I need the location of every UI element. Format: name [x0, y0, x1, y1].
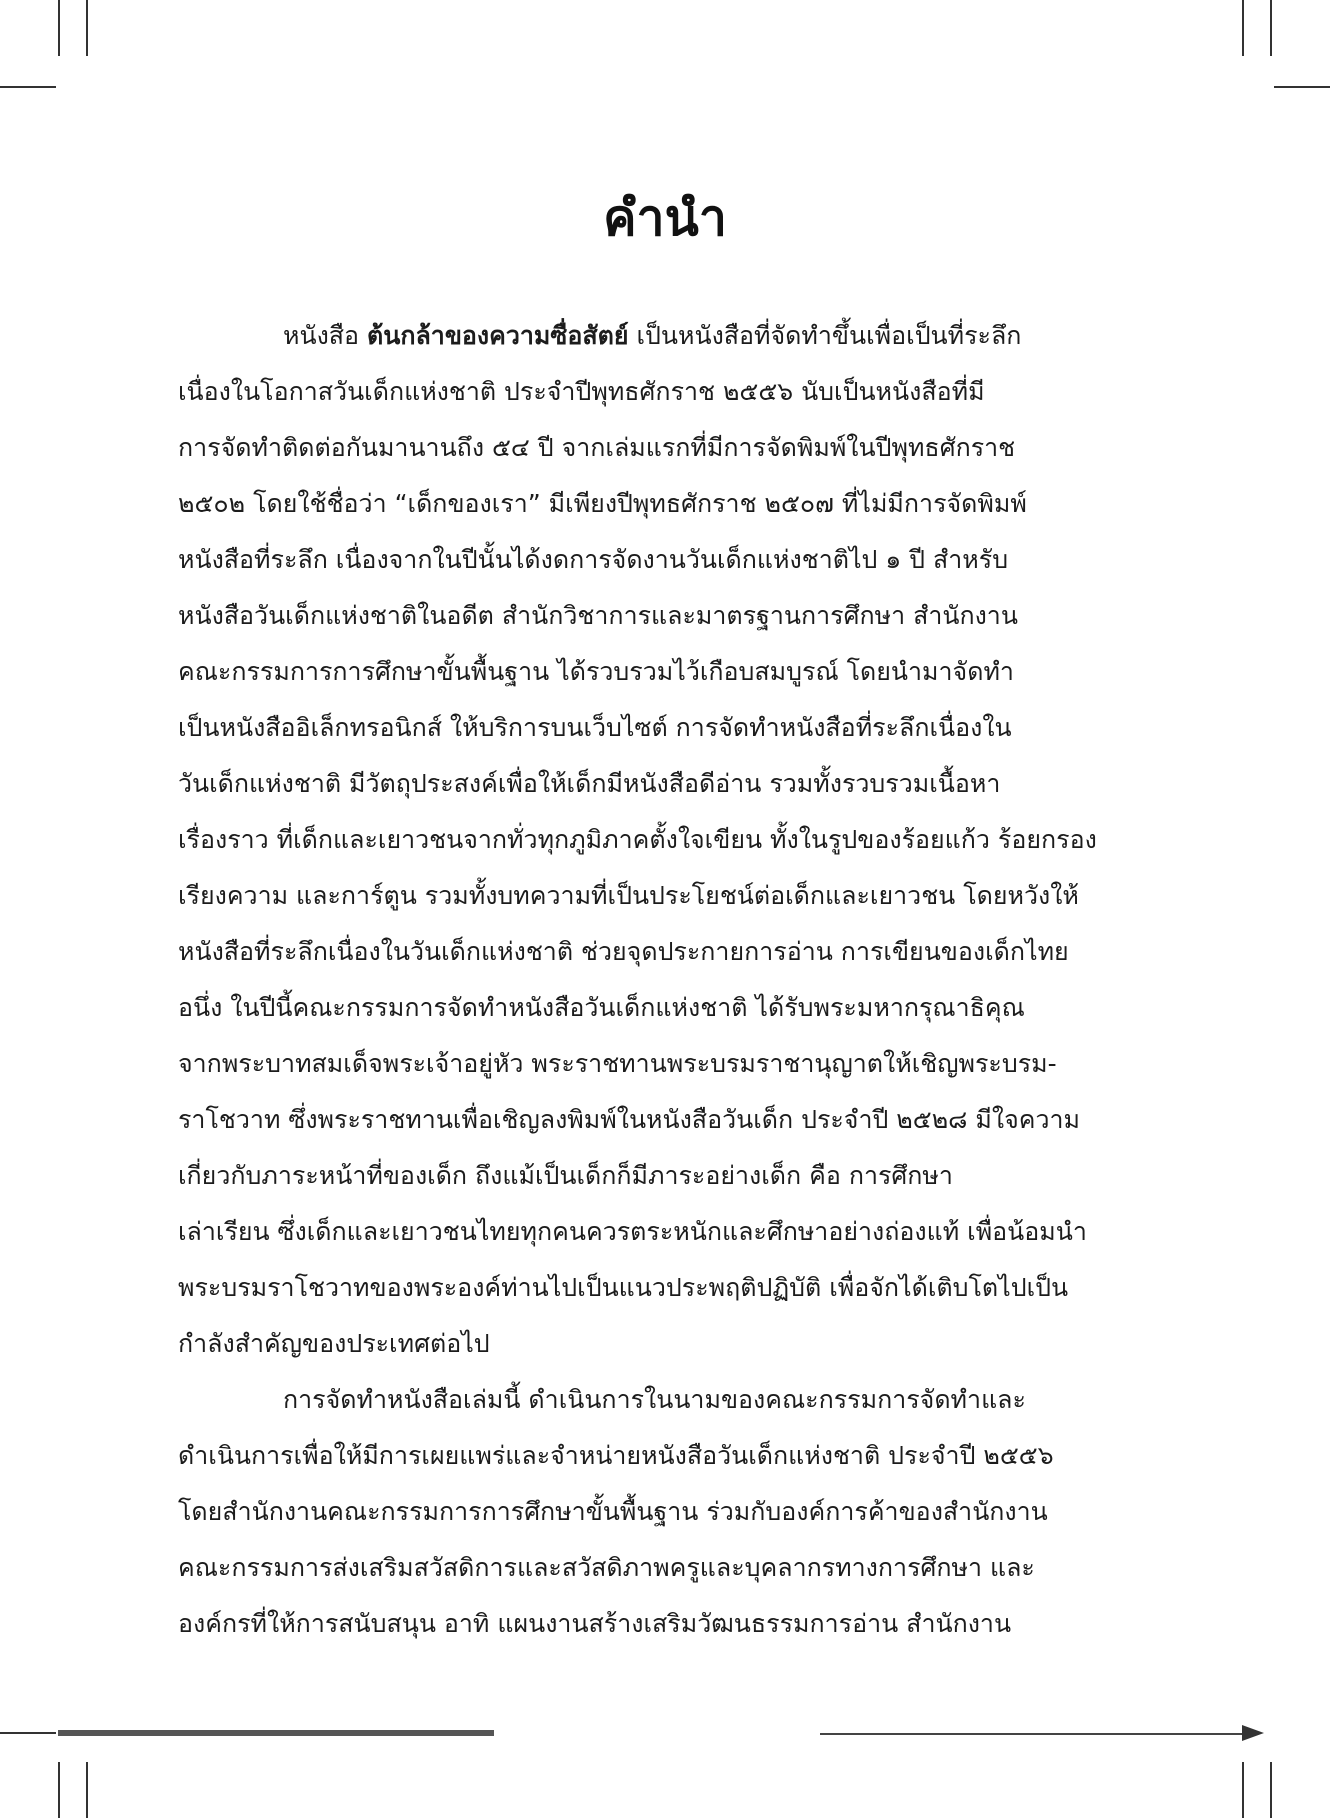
paragraph-2-first-line: การจัดทำหนังสือเล่มนี้ ดำเนินการในนามของคณะกรรมการจัดทำและ — [283, 1385, 1026, 1414]
crop-mark — [58, 1762, 60, 1818]
text-line: กำลังสำคัญของประเทศต่อไป — [178, 1329, 490, 1358]
text-line: พระบรมราโชวาทของพระองค์ท่านไปเป็นแนวประพฤติปฏิบัติ เพื่อจักได้เติบโตไปเป็น — [178, 1273, 1069, 1302]
body-text — [178, 308, 1153, 1652]
text-line: หนังสือที่ระลึกเนื่องในวันเด็กแห่งชาติ ช่วยจุดประกายการอ่าน การเขียนของเด็กไทย — [178, 937, 1069, 966]
text-line: เล่าเรียน ซึ่งเด็กและเยาวชนไทยทุกคนควรตระหนักและศึกษาอย่างถ่องแท้ เพื่อน้อมนำ — [178, 1217, 1087, 1246]
footer-rule-left — [58, 1730, 494, 1736]
text-line: หนังสือวันเด็กแห่งชาติในอดีต สำนักวิชาการและมาตรฐานการศึกษา สำนักงาน — [178, 601, 1018, 630]
crop-mark — [86, 1762, 88, 1818]
text-line: เป็นหนังสืออิเล็กทรอนิกส์ ให้บริการบนเว็บไซต์ การจัดทำหนังสือที่ระลึกเนื่องใน — [178, 713, 1012, 742]
text-line: การจัดทำติดต่อกันมานานถึง ๕๔ ปี จากเล่มแรกที่มีการจัดพิมพ์ในปีพุทธศักราช — [178, 433, 1016, 462]
crop-mark — [86, 0, 88, 56]
text-line: เกี่ยวกับภาระหน้าที่ของเด็ก ถึงแม้เป็นเด็กก็มีภาระอย่างเด็ก คือ การศึกษา — [178, 1161, 953, 1190]
text-line: เนื่องในโอกาสวันเด็กแห่งชาติ ประจำปีพุทธศักราช ๒๕๕๖ นับเป็นหนังสือที่มี — [178, 377, 985, 406]
text-line: อนึ่ง ในปีนี้คณะกรรมการจัดทำหนังสือวันเด็กแห่งชาติ ได้รับพระมหากรุณาธิคุณ — [178, 993, 1025, 1022]
text-suffix: เป็นหนังสือที่จัดทำขึ้นเพื่อเป็นที่ระลึก — [628, 321, 1022, 350]
text-line: คณะกรรมการส่งเสริมสวัสดิการและสวัสดิภาพครูและบุคลากรทางการศึกษา และ — [178, 1553, 1035, 1582]
text-line: องค์กรที่ให้การสนับสนุน อาทิ แผนงานสร้างเสริมวัฒนธรรมการอ่าน สำนักงาน — [178, 1609, 1012, 1638]
crop-mark — [1242, 1762, 1244, 1818]
footer-rule-right — [820, 1733, 1250, 1735]
crop-mark — [0, 86, 56, 88]
text-line: หนังสือที่ระลึก เนื่องจากในปีนั้นได้งดการจัดงานวันเด็กแห่งชาติไป ๑ ปี สำหรับ — [178, 545, 1009, 574]
book-title: ต้นกล้าของความซื่อสัตย์ — [367, 321, 629, 350]
paragraph-1-first-line — [178, 308, 1153, 364]
text-line: เรียงความ และการ์ตูน รวมทั้งบทความที่เป็นประโยชน์ต่อเด็กและเยาวชน โดยหวังให้ — [178, 881, 1079, 910]
footer-rule-stub — [0, 1732, 56, 1734]
text-line: โดยสำนักงานคณะกรรมการการศึกษาขั้นพื้นฐาน ร่วมกับองค์การค้าของสำนักงาน — [178, 1497, 1048, 1526]
crop-mark — [58, 0, 60, 56]
text-line: เรื่องราว ที่เด็กและเยาวชนจากทั่วทุกภูมิภาคตั้งใจเขียน ทั้งในรูปของร้อยแก้ว ร้อยกรอง — [178, 825, 1097, 854]
footer-rule-arrow-icon — [1242, 1725, 1264, 1741]
text-line: ๒๕๐๒ โดยใช้ชื่อว่า “เด็กของเรา” มีเพียงปีพุทธศักราช ๒๕๐๗ ที่ไม่มีการจัดพิมพ์ — [178, 489, 1027, 518]
page-title: คำนำ — [603, 189, 727, 247]
crop-mark — [1242, 0, 1244, 56]
crop-mark — [1270, 0, 1272, 56]
text-prefix: หนังสือ — [283, 321, 367, 350]
crop-mark — [1270, 1762, 1272, 1818]
text-line: ดำเนินการเพื่อให้มีการเผยแพร่และจำหน่ายหนังสือวันเด็กแห่งชาติ ประจำปี ๒๕๕๖ — [178, 1441, 1054, 1470]
text-line: วันเด็กแห่งชาติ มีวัตถุประสงค์เพื่อให้เด็กมีหนังสือดีอ่าน รวมทั้งรวบรวมเนื้อหา — [178, 769, 1001, 798]
text-line: คณะกรรมการการศึกษาขั้นพื้นฐาน ได้รวบรวมไว้เกือบสมบูรณ์ โดยนำมาจัดทำ — [178, 657, 1014, 686]
text-line: ราโชวาท ซึ่งพระราชทานเพื่อเชิญลงพิมพ์ในหนังสือวันเด็ก ประจำปี ๒๕๒๘ มีใจความ — [178, 1105, 1081, 1134]
crop-mark — [1274, 86, 1330, 88]
text-line: จากพระบาทสมเด็จพระเจ้าอยู่หัว พระราชทานพระบรมราชานุญาตให้เชิญพระบรม- — [178, 1049, 1057, 1078]
